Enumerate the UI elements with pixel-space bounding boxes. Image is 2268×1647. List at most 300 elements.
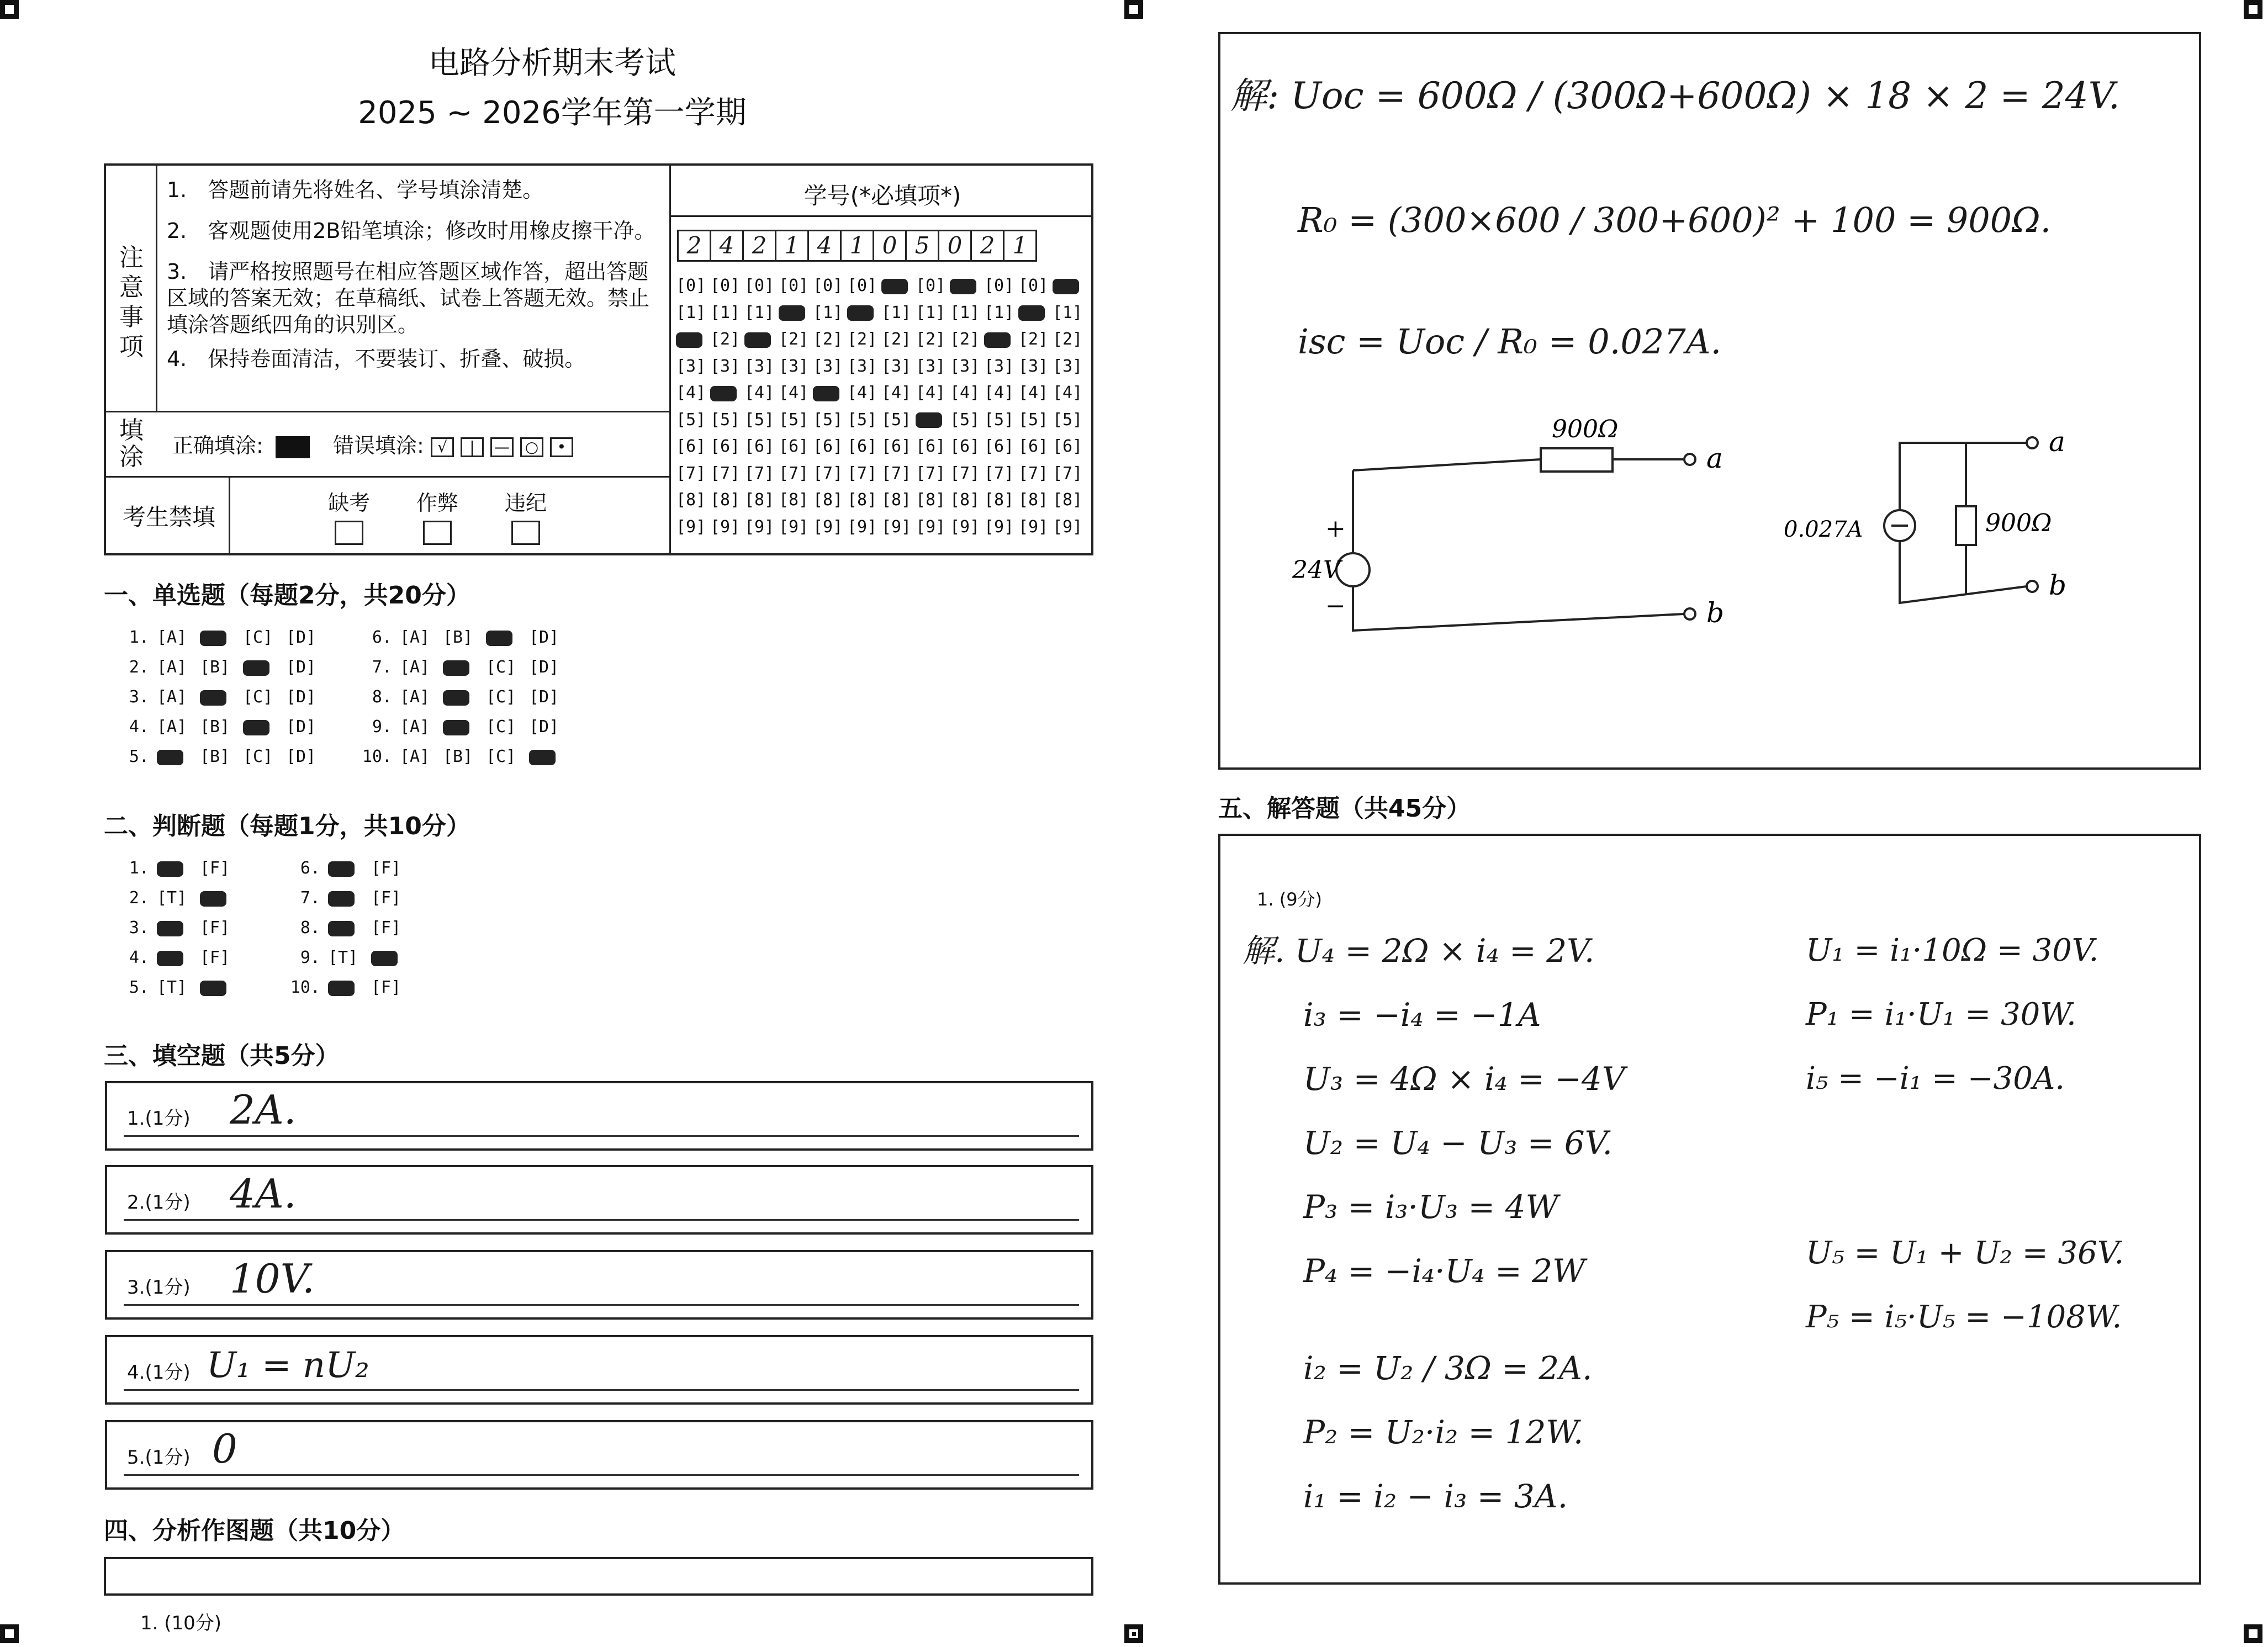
id-bubble[interactable]: [0] (676, 276, 706, 295)
prohibited-option-label: 缺考 (327, 491, 370, 515)
question-number: 7. (300, 888, 320, 908)
essay-line: i₁ = i₂ − i₃ = 3A. (1303, 1477, 1568, 1515)
option-bubble[interactable]: [C] (486, 687, 516, 707)
analysis-line-r0: R₀ = (300×600 / 300+600)² + 100 = 900Ω. (1298, 200, 2052, 240)
option-filled[interactable] (443, 712, 486, 742)
essay-line: P₂ = U₂·i₂ = 12W. (1303, 1413, 1584, 1451)
fill-blank-label: 5.(1分) (127, 1447, 191, 1469)
filled-mark (443, 690, 469, 706)
option-bubble[interactable]: [B] (200, 747, 230, 766)
id-bubble[interactable]: [2] (847, 330, 877, 349)
id-bubble[interactable]: [5] (1018, 410, 1049, 430)
analysis-answer-box-top[interactable] (104, 1557, 1093, 1596)
option-filled[interactable] (443, 682, 486, 712)
id-digit: 1 (1003, 230, 1037, 262)
id-bubble[interactable]: [2] (710, 330, 741, 349)
filled-mark (847, 305, 874, 321)
id-bubble[interactable]: [9] (676, 517, 706, 537)
id-bubble[interactable]: [9] (984, 517, 1014, 537)
essay-line: U₅ = U₁ + U₂ = 36V. (1806, 1235, 2124, 1271)
id-bubble[interactable]: [0] (916, 276, 946, 295)
filled-mark (157, 861, 183, 877)
id-bubble[interactable]: [9] (744, 517, 775, 537)
option-bubble[interactable]: [T] (157, 888, 187, 908)
thevenin-plus: + (1325, 515, 1346, 543)
id-bubble[interactable]: [8] (676, 490, 706, 510)
essay-line: P₁ = i₁·U₁ = 30W. (1806, 997, 2076, 1032)
id-bubble[interactable]: [3] (744, 356, 775, 376)
id-bubble[interactable]: [1] (710, 303, 741, 322)
id-bubble[interactable]: [4] (779, 383, 809, 403)
filled-mark (529, 750, 556, 765)
question-item (116, 712, 359, 742)
filled-mark (243, 660, 269, 676)
option-bubble[interactable]: [A] (400, 658, 430, 677)
thevenin-terminal-b: b (1706, 597, 1725, 629)
option-bubble[interactable]: [B] (443, 747, 473, 766)
question-item (359, 682, 572, 712)
option-filled[interactable] (529, 742, 572, 772)
id-bubble[interactable]: [8] (881, 490, 912, 510)
fill-blank-item[interactable] (105, 1335, 1093, 1405)
option-filled[interactable] (328, 973, 371, 1003)
id-bubble[interactable]: [4] (1018, 383, 1049, 403)
option-bubble[interactable]: [D] (529, 717, 559, 737)
option-bubble[interactable]: [C] (243, 628, 273, 647)
question-item (116, 653, 359, 682)
id-bubble-row (676, 353, 1087, 380)
option-bubble[interactable]: [A] (400, 747, 430, 766)
id-bubble-row (676, 407, 1087, 434)
id-bubble[interactable]: [1] (744, 303, 775, 322)
option-bubble[interactable]: [F] (371, 978, 401, 997)
option-bubble[interactable]: [C] (486, 658, 516, 677)
id-bubble[interactable]: [7] (950, 463, 980, 483)
option-filled[interactable] (328, 913, 371, 943)
question-row (116, 854, 414, 883)
question-row (116, 742, 572, 772)
id-bubble[interactable]: [0] (813, 276, 843, 295)
id-bubble[interactable]: [7] (710, 463, 741, 483)
filled-mark (744, 332, 771, 348)
id-bubble[interactable]: [8] (950, 490, 980, 510)
question-item (359, 712, 572, 742)
id-bubble[interactable]: [3] (1018, 356, 1049, 376)
id-bubble[interactable]: [0] (710, 276, 741, 295)
id-bubble-row (676, 514, 1087, 541)
id-bubble[interactable]: [7] (916, 463, 946, 483)
id-bubble[interactable]: [1] (984, 303, 1014, 322)
option-bubble[interactable]: [F] (371, 888, 401, 908)
question-number: 7. (372, 658, 392, 677)
filled-mark (813, 386, 839, 401)
id-bubble[interactable]: [5] (847, 410, 877, 430)
id-bubble[interactable]: [8] (744, 490, 775, 510)
id-bubble[interactable]: [4] (950, 383, 980, 403)
question-row (116, 653, 572, 682)
fill-blank-item[interactable] (105, 1165, 1093, 1235)
id-bubble[interactable]: [4] (1053, 383, 1083, 403)
wrong-mark-check: √ (431, 437, 454, 457)
question-item (116, 854, 287, 883)
id-bubble-filled[interactable] (1053, 273, 1087, 300)
question-item (287, 854, 414, 883)
question-item (359, 653, 572, 682)
id-bubble[interactable]: [3] (710, 356, 741, 376)
id-bubble[interactable]: [8] (847, 490, 877, 510)
id-bubble[interactable]: [1] (813, 303, 843, 322)
option-bubble[interactable]: [A] (157, 628, 187, 647)
option-bubble[interactable]: [D] (286, 628, 316, 647)
fill-blank-answer: U₁ = nU₂ (207, 1345, 369, 1386)
question-number: 9. (372, 717, 392, 737)
wrong-mark-circle: ○ (520, 437, 543, 457)
option-bubble[interactable]: [C] (486, 717, 516, 737)
id-bubble[interactable]: [1] (676, 303, 706, 322)
id-bubble[interactable]: [3] (847, 356, 877, 376)
option-bubble[interactable]: [A] (157, 717, 187, 737)
option-bubble[interactable]: [F] (200, 859, 230, 878)
id-bubble-row (676, 300, 1087, 327)
corner-mark-top-left (0, 0, 19, 19)
id-bubble[interactable]: [6] (847, 437, 877, 456)
option-bubble[interactable]: [D] (286, 717, 316, 737)
prohibited-option-violation[interactable] (493, 486, 559, 545)
id-bubble-filled[interactable] (881, 273, 916, 300)
id-bubble[interactable]: [4] (676, 383, 706, 403)
id-bubble-filled[interactable] (779, 300, 813, 327)
filled-mark (328, 921, 355, 936)
id-digit: 5 (905, 230, 939, 262)
filled-mark (328, 981, 355, 996)
id-bubble[interactable]: [6] (1053, 437, 1083, 456)
id-bubble[interactable]: [2] (916, 330, 946, 349)
option-filled[interactable] (200, 883, 243, 913)
id-bubble[interactable]: [1] (1053, 303, 1083, 322)
id-bubble[interactable]: [2] (881, 330, 912, 349)
norton-resistor-label: 900Ω (1985, 509, 2052, 537)
option-filled[interactable] (328, 854, 371, 883)
fill-blank-item[interactable] (105, 1420, 1093, 1490)
option-bubble[interactable]: [C] (486, 747, 516, 766)
question-number: 3. (129, 687, 149, 707)
question-row (116, 973, 414, 1003)
question-number: 3. (129, 918, 149, 938)
id-bubble[interactable]: [2] (779, 330, 809, 349)
id-bubble-row (676, 460, 1087, 488)
id-bubble[interactable]: [4] (847, 383, 877, 403)
essay-line: i₅ = −i₁ = −30A. (1806, 1061, 2065, 1097)
question-item (116, 742, 359, 772)
option-bubble[interactable]: [D] (529, 687, 559, 707)
id-bubble-filled[interactable] (813, 380, 847, 407)
option-bubble[interactable]: [C] (243, 687, 273, 707)
essay-q1-label: 1. (9分) (1257, 889, 1323, 910)
corner-mark-top-right (2244, 0, 2262, 19)
option-filled[interactable] (157, 742, 200, 772)
id-bubble[interactable]: [1] (881, 303, 912, 322)
id-bubble[interactable]: [0] (984, 276, 1014, 295)
id-bubble[interactable]: [1] (950, 303, 980, 322)
option-bubble[interactable]: [D] (529, 658, 559, 677)
id-bubble[interactable]: [7] (1053, 463, 1083, 483)
id-bubble[interactable]: [8] (710, 490, 741, 510)
id-bubble-filled[interactable] (710, 380, 744, 407)
filled-mark (443, 720, 469, 735)
option-bubble[interactable]: [B] (200, 717, 230, 737)
id-bubble[interactable]: [1] (916, 303, 946, 322)
id-bubble[interactable]: [7] (847, 463, 877, 483)
option-bubble[interactable]: [D] (529, 628, 559, 647)
id-bubble[interactable]: [7] (676, 463, 706, 483)
option-bubble[interactable]: [F] (371, 918, 401, 938)
id-bubble[interactable]: [3] (676, 356, 706, 376)
id-bubble[interactable]: [6] (881, 437, 912, 456)
id-bubble-filled[interactable] (984, 326, 1018, 353)
option-bubble[interactable]: [T] (157, 978, 187, 997)
id-bubble[interactable]: [2] (1053, 330, 1083, 349)
option-bubble[interactable]: [D] (286, 658, 316, 677)
question-number: 5. (129, 747, 149, 766)
id-bubble[interactable]: [7] (1018, 463, 1049, 483)
id-bubble[interactable]: [8] (813, 490, 843, 510)
essay-line: U₁ = i₁·10Ω = 30V. (1806, 933, 2099, 968)
fill-blank-item[interactable] (105, 1081, 1093, 1151)
id-bubble[interactable]: [4] (984, 383, 1014, 403)
single-choice-grid[interactable] (116, 623, 572, 772)
notice-item: 4. 保持卷面清洁，不要装订、折叠、破损。 (167, 347, 586, 371)
id-bubble[interactable]: [3] (881, 356, 912, 376)
id-bubble[interactable]: [0] (779, 276, 809, 295)
id-bubble-row (676, 273, 1087, 300)
question-number: 1. (129, 628, 149, 647)
question-row (116, 913, 414, 943)
analysis-answer-box[interactable] (1218, 32, 2201, 770)
id-bubble[interactable]: [6] (779, 437, 809, 456)
id-bubble[interactable]: [5] (1053, 410, 1083, 430)
filled-mark (676, 332, 702, 348)
option-bubble[interactable]: [F] (200, 918, 230, 938)
fill-blank-answer: 10V. (230, 1256, 315, 1302)
essay-line: U₂ = U₄ − U₃ = 6V. (1303, 1124, 1613, 1162)
fill-blank-item[interactable] (105, 1250, 1093, 1320)
true-false-grid[interactable] (116, 854, 414, 1003)
question-item (116, 623, 359, 653)
thevenin-terminal-a: a (1706, 442, 1723, 474)
id-bubble-filled[interactable] (916, 407, 950, 434)
fill-guide-row (172, 428, 580, 459)
essay-line: P₄ = −i₄·U₄ = 2W (1303, 1252, 1585, 1290)
id-bubble[interactable]: [3] (1053, 356, 1083, 376)
filled-mark (881, 279, 908, 294)
fill-guide-correct: 正确填涂: (172, 433, 263, 458)
essay-line: i₃ = −i₄ = −1A (1303, 996, 1541, 1034)
id-bubble[interactable]: [2] (950, 330, 980, 349)
wrong-mark-bar: | (461, 437, 484, 457)
id-bubble[interactable]: [8] (1053, 490, 1083, 510)
id-bubble[interactable]: [6] (676, 437, 706, 456)
corner-mark-top-middle (1124, 0, 1143, 19)
id-bubble[interactable]: [6] (916, 437, 946, 456)
option-bubble[interactable]: [T] (328, 948, 358, 967)
option-filled[interactable] (371, 943, 414, 973)
id-bubble-filled[interactable] (744, 326, 779, 353)
id-bubble[interactable]: [5] (984, 410, 1014, 430)
id-bubble[interactable]: [5] (744, 410, 775, 430)
filled-mark (157, 750, 183, 765)
id-bubble[interactable]: [8] (916, 490, 946, 510)
filled-mark (916, 412, 942, 428)
id-bubble[interactable]: [5] (950, 410, 980, 430)
option-bubble[interactable]: [F] (371, 859, 401, 878)
id-bubble[interactable]: [9] (916, 517, 946, 537)
id-bubble[interactable]: [3] (916, 356, 946, 376)
id-bubble[interactable]: [5] (676, 410, 706, 430)
notice-item: 2. 客观题使用2B铅笔填涂；修改时用橡皮擦干净。 (167, 219, 655, 243)
id-bubble[interactable]: [9] (813, 517, 843, 537)
option-filled[interactable] (200, 682, 243, 712)
id-bubble[interactable]: [7] (813, 463, 843, 483)
id-bubble[interactable]: [6] (710, 437, 741, 456)
id-bubble[interactable]: [2] (813, 330, 843, 349)
id-bubble[interactable]: [0] (1018, 276, 1049, 295)
filled-mark (200, 891, 226, 907)
id-bubble[interactable]: [6] (1018, 437, 1049, 456)
id-bubble[interactable]: [6] (744, 437, 775, 456)
option-bubble[interactable]: [A] (157, 687, 187, 707)
id-bubble[interactable]: [3] (813, 356, 843, 376)
id-bubble[interactable]: [9] (779, 517, 809, 537)
id-bubble[interactable]: [7] (881, 463, 912, 483)
question-number: 5. (129, 978, 149, 997)
question-row (116, 623, 572, 653)
option-bubble[interactable]: [A] (400, 717, 430, 737)
id-bubble-row (676, 326, 1087, 353)
filled-mark (200, 981, 226, 996)
question-item (287, 883, 414, 913)
option-filled[interactable] (486, 623, 529, 653)
question-item (116, 883, 287, 913)
student-id-bubble-grid[interactable] (676, 273, 1087, 541)
option-bubble[interactable]: [F] (200, 948, 230, 967)
option-bubble[interactable]: [D] (286, 687, 316, 707)
question-row (116, 943, 414, 973)
id-bubble[interactable]: [9] (847, 517, 877, 537)
id-bubble[interactable]: [7] (984, 463, 1014, 483)
id-bubble[interactable]: [5] (881, 410, 912, 430)
fill-blank-answer: 4A. (230, 1171, 297, 1217)
fill-blank-answer: 2A. (230, 1087, 297, 1133)
id-bubble[interactable]: [7] (744, 463, 775, 483)
id-bubble[interactable]: [8] (1018, 490, 1049, 510)
prohibited-option-label: 作弊 (416, 491, 458, 515)
essay-answer-box[interactable] (1218, 834, 2201, 1585)
filled-mark (779, 305, 805, 321)
id-digit: 1 (775, 230, 809, 262)
id-bubble[interactable]: [9] (881, 517, 912, 537)
id-bubble[interactable]: [0] (847, 276, 877, 295)
analysis-heading: 四、分析作图题（共10分） (104, 1517, 405, 1545)
filled-mark (157, 951, 183, 966)
id-bubble[interactable]: [7] (779, 463, 809, 483)
filled-mark (710, 386, 737, 401)
id-bubble[interactable]: [8] (984, 490, 1014, 510)
id-bubble[interactable]: [9] (1053, 517, 1083, 537)
option-filled[interactable] (200, 973, 243, 1003)
option-filled[interactable] (243, 653, 286, 682)
id-bubble[interactable]: [4] (916, 383, 946, 403)
option-bubble[interactable]: [C] (243, 747, 273, 766)
option-filled[interactable] (243, 712, 286, 742)
question-number: 2. (129, 658, 149, 677)
id-bubble[interactable]: [9] (1018, 517, 1049, 537)
option-filled[interactable] (200, 623, 243, 653)
essay-left-column (1243, 919, 1625, 1528)
prohibited-option-absent[interactable] (316, 486, 382, 545)
notice-item: 3. 请严格按照题号在相应答题区域作答，超出答题区域的答案无效；在草稿纸、试卷上答题无效。禁止填涂答题纸四角的识别区。 (167, 260, 650, 337)
id-bubble[interactable]: [3] (950, 356, 980, 376)
option-filled[interactable] (157, 854, 200, 883)
prohibited-checkbox[interactable] (335, 521, 363, 545)
option-filled[interactable] (328, 883, 371, 913)
option-bubble[interactable]: [B] (443, 628, 473, 647)
option-bubble[interactable]: [A] (400, 687, 430, 707)
fill-guide-label: 填涂 (119, 416, 144, 471)
id-bubble[interactable]: [4] (744, 383, 775, 403)
fill-blank-heading: 三、填空题（共5分） (104, 1042, 340, 1070)
id-digit: 0 (873, 230, 907, 262)
id-bubble[interactable]: [4] (881, 383, 912, 403)
prohibited-option-cheat[interactable] (404, 486, 470, 545)
option-filled[interactable] (157, 943, 200, 973)
id-bubble[interactable]: [6] (950, 437, 980, 456)
option-bubble[interactable]: [D] (286, 747, 316, 766)
id-bubble[interactable]: [6] (984, 437, 1014, 456)
id-bubble-filled[interactable] (847, 300, 881, 327)
option-bubble[interactable]: [A] (157, 658, 187, 677)
prohibited-checkbox[interactable] (423, 521, 452, 545)
question-row (116, 712, 572, 742)
id-bubble[interactable]: [2] (1018, 330, 1049, 349)
filled-mark (200, 631, 226, 646)
option-bubble[interactable]: [A] (400, 628, 430, 647)
id-bubble[interactable]: [5] (813, 410, 843, 430)
id-bubble-filled[interactable] (950, 273, 984, 300)
prohibited-option-label: 违纪 (504, 491, 547, 515)
id-bubble-filled[interactable] (676, 326, 710, 353)
id-bubble[interactable]: [3] (984, 356, 1014, 376)
filled-mark (443, 660, 469, 676)
id-bubble[interactable]: [9] (710, 517, 741, 537)
id-bubble[interactable]: [9] (950, 517, 980, 537)
option-bubble[interactable]: [B] (200, 658, 230, 677)
option-filled[interactable] (443, 653, 486, 682)
id-bubble[interactable]: [5] (710, 410, 741, 430)
id-bubble[interactable]: [5] (779, 410, 809, 430)
essay-line: 解. U₄ = 2Ω × i₄ = 2V. (1243, 932, 1595, 970)
fill-blank-label: 3.(1分) (127, 1277, 191, 1299)
wrong-mark-dot: • (550, 437, 573, 457)
id-bubble-filled[interactable] (1018, 300, 1053, 327)
id-bubble[interactable]: [3] (779, 356, 809, 376)
prohibited-checkbox[interactable] (511, 521, 540, 545)
id-bubble[interactable]: [0] (744, 276, 775, 295)
id-bubble[interactable]: [8] (779, 490, 809, 510)
id-bubble[interactable]: [6] (813, 437, 843, 456)
option-filled[interactable] (157, 913, 200, 943)
filled-mark (486, 631, 512, 646)
essay-right-column (1806, 919, 2124, 1349)
